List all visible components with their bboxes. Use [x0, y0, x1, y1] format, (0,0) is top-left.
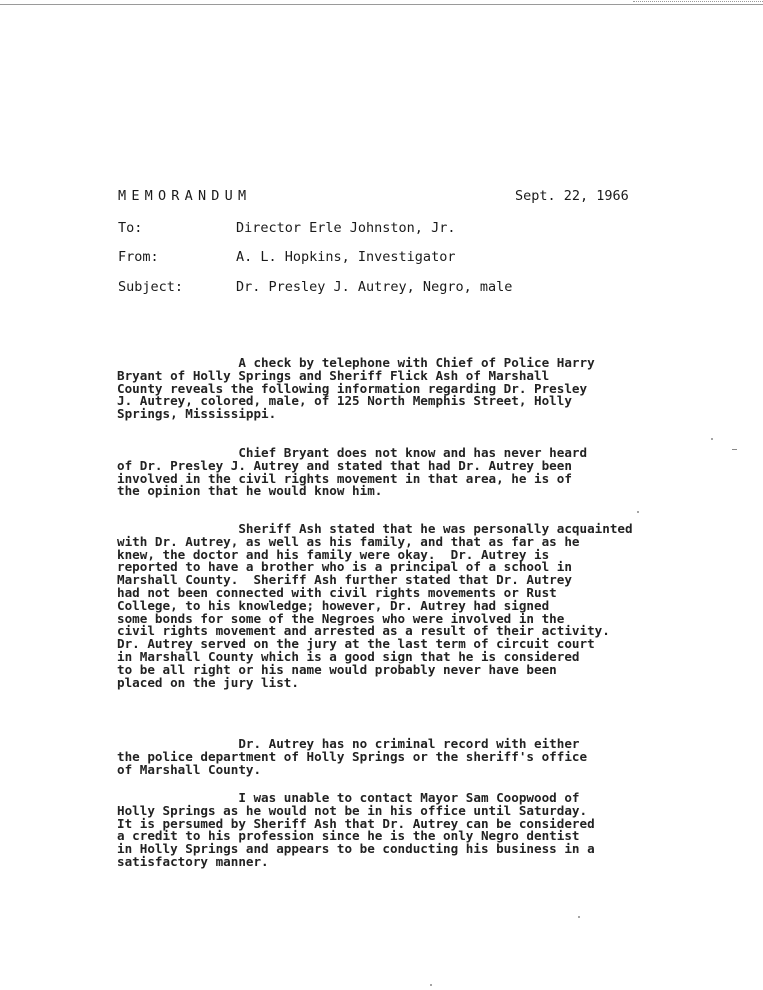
- scan-speck: [430, 984, 432, 986]
- from-row: [118, 249, 455, 265]
- from-label: From:: [118, 249, 159, 265]
- from-value: A. L. Hopkins, Investigator: [236, 249, 456, 265]
- scan-speck: [578, 916, 580, 918]
- scan-speck: [637, 511, 639, 513]
- to-value: Director Erle Johnston, Jr.: [236, 220, 456, 236]
- paragraph-3: Sheriff Ash stated that he was personally acquainted with Dr. Autrey, as well as his family, and that as far as he knew, the doctor and his family were okay. Dr. Autrey is reported to have a brother who is a principal of a school in Marshall County. Sheriff Ash further stated that Dr. Autrey had not been connected with civil rights movements or Rust College, to his knowledge; however, Dr. Autrey had signed some bonds for some of the Negroes who were involved in the civil rights movement and arrested as a result of their activity. Dr. Autrey served on the jury at the last term of circuit court in Marshall County which is a good sign that he is considered to be all right or his name would probably never have been placed on the jury list.: [117, 521, 633, 690]
- subject-row: [118, 279, 512, 295]
- scan-top-edge: [0, 4, 763, 5]
- to-row: [118, 220, 455, 236]
- subject-value: Dr. Presley J. Autrey, Negro, male: [236, 279, 513, 295]
- paragraph-1: A check by telephone with Chief of Police Harry Bryant of Holly Springs and Sheriff Flick Ash of Marshall County reveals the following information regarding Dr. Presley J. Autrey, colored, male, of 125 North Memphis Street, Holly Springs, Mississippi.: [117, 355, 595, 422]
- paragraph-5: I was unable to contact Mayor Sam Coopwood of Holly Springs as he would not be in his office until Saturday. It is persumed by Sheriff Ash that Dr. Autrey can be considered a credit to his profession since he is the only Negro dentist in Holly Springs and appears to be conducting his business in a satisfactory manner.: [117, 790, 595, 869]
- scan-speck: [711, 438, 713, 440]
- scan-top-edge-dotted: [633, 1, 763, 4]
- to-label: To:: [118, 220, 143, 236]
- subject-label: Subject:: [118, 279, 184, 295]
- paragraph-2: Chief Bryant does not know and has never heard of Dr. Presley J. Autrey and stated that had Dr. Autrey been involved in the civil rights movement in that area, he is of the opinion that he would know him.: [117, 445, 588, 499]
- memo-date: Sept. 22, 1966: [515, 188, 629, 204]
- paragraph-4: Dr. Autrey has no criminal record with either the police department of Holly Springs or the sheriff's office of Marshall County.: [117, 736, 588, 777]
- memo-title: MEMORANDUM: [118, 188, 252, 204]
- scan-speck: [732, 449, 737, 450]
